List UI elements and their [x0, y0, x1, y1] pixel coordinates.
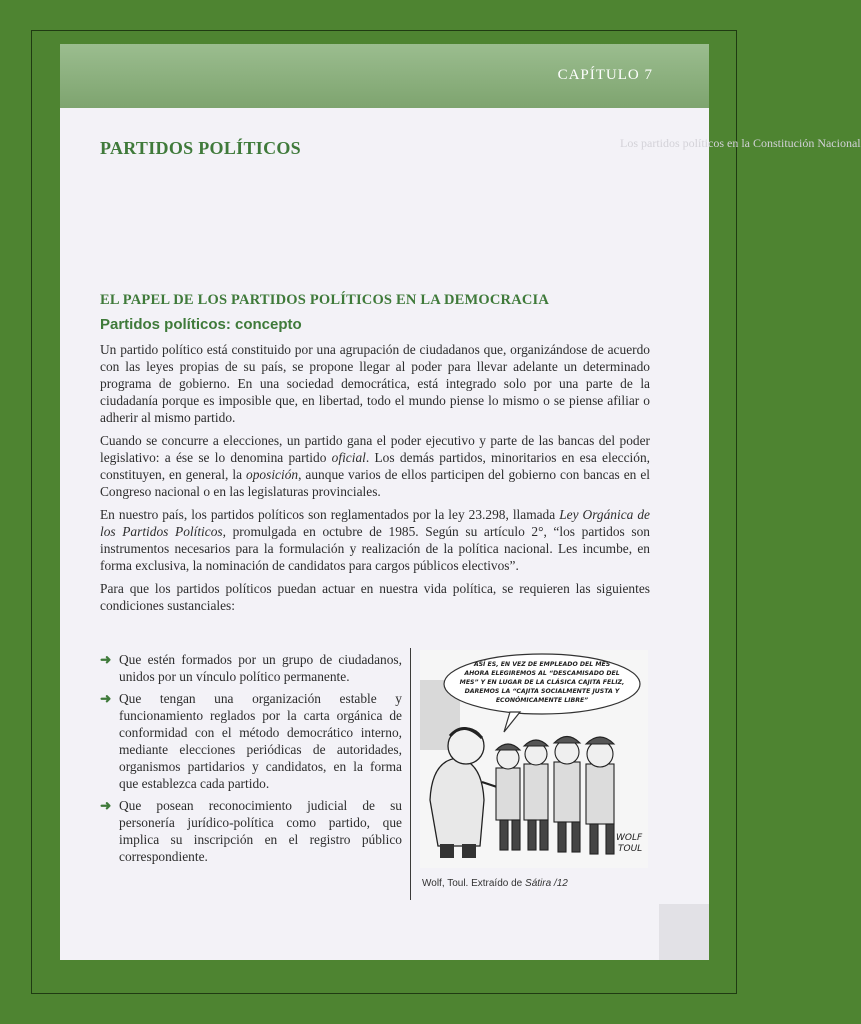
term-oficial: oficial [331, 450, 366, 465]
speech-line: ECONÓMICAMENTE LIBRE” [495, 697, 589, 704]
law-name: Ley Orgánica de los Partidos Políticos [100, 507, 651, 539]
list-item-text: Que estén formados por un grupo de ciudadanos, unidos por un vínculo político permanente. [119, 652, 402, 684]
column-divider [410, 648, 411, 900]
page-corner-shadow [659, 904, 709, 960]
cartoon-signature [616, 833, 643, 854]
conditions-list [100, 651, 402, 870]
list-item [100, 651, 402, 685]
text-run: En nuestro país, los partidos políticos son reglamentados por la ley 23.298, llamada [100, 507, 560, 522]
paragraph-definition: Un partido político está constituido por una agrupación de ciudadanos que, organizándose de acuerdo con las leyes propias de su país, se propone llegar al poder para llevar adelante un determinado programa de gobierno. En una sociedad democrática, está integrado solo por una parte de la ciudadanía porque es imposible que, en libertad, todo el mundo piense lo mismo o se piense afiliar o adherir al mismo partido. [100, 342, 650, 425]
speech-line: DAREMOS LA “CAJITA SOCIALMENTE JUSTA Y [464, 688, 620, 695]
body-text [100, 341, 650, 620]
section-subtitle: Partidos políticos: concepto [100, 316, 302, 333]
speech-line: AHORA ELEGIREMOS AL “DESCAMISADO DEL [464, 670, 620, 677]
text-run: , aunque varios de ellos participen del gobierno con bancas en el Congreso nacional o en las legislaturas provinciales. [100, 467, 650, 499]
paragraph-conditions-intro: Para que los partidos políticos puedan actuar en nuestra vida política, se requieren las siguientes condiciones sustanciales: [100, 581, 650, 613]
arrow-right-icon: ➜ [100, 691, 112, 706]
arrow-right-icon: ➜ [100, 652, 112, 667]
text-run: . Los demás partidos, minoritarios en esa elección, constituyen, en general, la [100, 450, 650, 482]
arrow-right-icon: ➜ [100, 798, 112, 813]
paragraph-law [100, 506, 650, 574]
speech-line: ASÍ ES, EN VEZ DE EMPLEADO DEL MES [473, 661, 611, 668]
text-run: Cuando se concurre a elecciones, un partido gana el poder ejecutivo y parte de las bancas del poder legislativo: a ése se lo denomina partido [100, 433, 650, 465]
chapter-header-band [60, 44, 709, 108]
chapter-label: CAPÍTULO 7 [557, 67, 653, 83]
caption-source: Sátira /12 [525, 878, 568, 889]
signature-line: TOUL [618, 844, 643, 854]
page-title: PARTIDOS POLÍTICOS [100, 138, 301, 158]
list-item-text: Que posean reconocimiento judicial de su personería jurídico-política como partido, que implica su inscripción en el registro público correspondiente. [119, 798, 402, 864]
speech-line: MES” Y EN LUGAR DE LA CLÁSICA CAJITA FELIZ, [459, 679, 625, 686]
signature-line: WOLF [616, 833, 643, 843]
term-oposicion: oposición [246, 467, 299, 482]
caption-text: Wolf, Toul. Extraído de [422, 878, 526, 889]
list-item-text: Que tengan una organización estable y funcionamiento reglados por la carta orgánica de conformidad con el método democrático interno, mediante elecciones periódicas de autoridades, organismos partidarios y candidatos, en la forma que establezca cada partido. [119, 691, 402, 791]
paragraph-elections [100, 432, 650, 500]
political-cartoon [420, 650, 648, 868]
list-item [100, 690, 402, 792]
list-item [100, 797, 402, 865]
section-title: EL PAPEL DE LOS PARTIDOS POLÍTICOS EN LA DEMOCRACIA [100, 292, 550, 308]
book-page [60, 44, 861, 960]
bleed-through-text: Los partidos políticos en la Constitución Nacional [620, 136, 861, 150]
cartoon-caption [422, 878, 568, 889]
text-run: , promulgada en octubre de 1985. Según su artículo 2°, “los partidos son instrumentos necesarios para la formulación y realización de la política nacional. Les incumbe, en forma exclusiva, la nominación de candidatos para cargos públicos electivos”. [100, 524, 651, 573]
